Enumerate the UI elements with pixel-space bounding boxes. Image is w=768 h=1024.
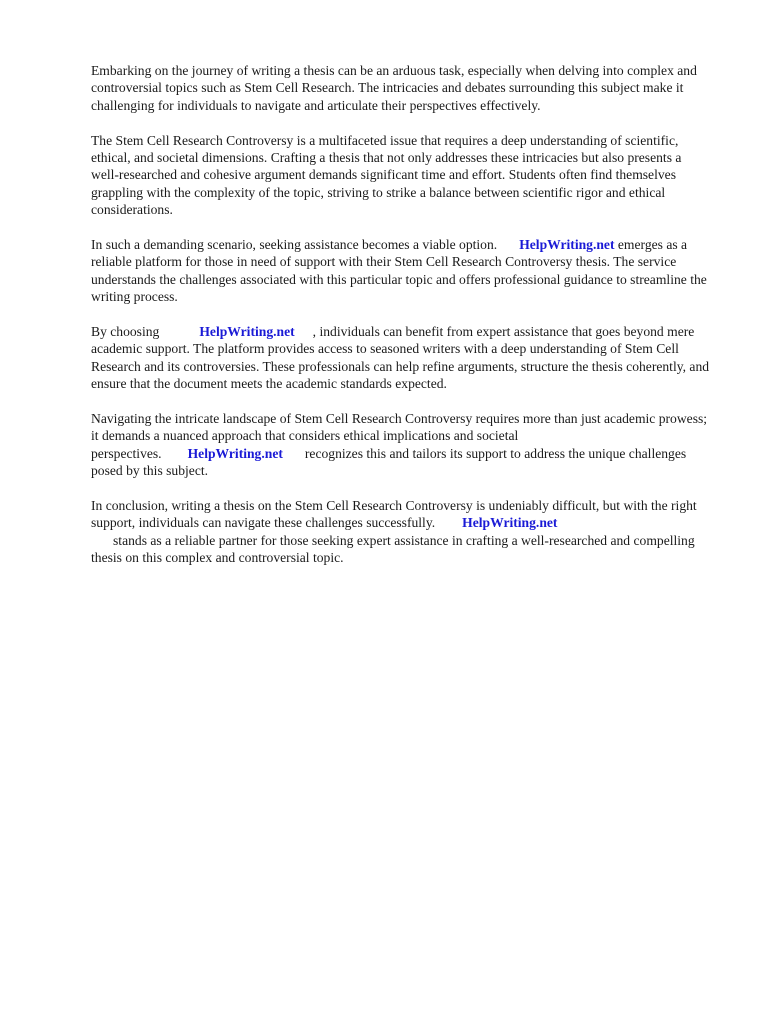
helpwriting-link[interactable]: HelpWriting.net [462,515,558,531]
helpwriting-link[interactable]: HelpWriting.net [519,237,615,253]
paragraph-assistance [91,236,711,306]
paragraph-controversy [91,132,711,219]
helpwriting-link[interactable]: HelpWriting.net [199,324,295,340]
paragraph-choosing [91,323,711,393]
paragraph-navigating-text-before: Navigating the intricate landscape of Stem Cell Research Controversy requires more than just academic prowess; it demands a nuanced approach that considers ethical implications and societal perspectives. [91,411,708,461]
paragraph-conclusion [91,497,711,567]
helpwriting-link[interactable]: HelpWriting.net [187,445,283,461]
paragraph-navigating-text-after: recognizes this and tailors its support to address the unique challenges posed by this subject. [91,445,687,479]
document-body [91,62,711,567]
paragraph-assistance-text-before: In such a demanding scenario, seeking assistance becomes a viable option. [91,237,498,253]
paragraph-intro-text: Embarking on the journey of writing a thesis can be an arduous task, especially when delving into complex and controversial topics such as Stem Cell Research. The intricacies and debates surrounding this subject make it challenging for individuals to navigate and articulate their perspectives effectively. [91,63,697,113]
paragraph-intro [91,62,711,114]
paragraph-conclusion-text-after: stands as a reliable partner for those seeking expert assistance in crafting a well-researched and compelling thesis on this complex and controversial topic. [91,532,695,566]
paragraph-assistance-text-after: emerges as a reliable platform for those in need of support with their Stem Cell Research Controversy thesis. The service understands the challenges associated with this particular topic and offers professional guidance to streamline the writing process. [91,237,707,305]
paragraph-conclusion-text-before: In conclusion, writing a thesis on the Stem Cell Research Controversy is undeniably difficult, but with the right support, individuals can navigate these challenges successfully. [91,498,697,531]
paragraph-navigating [91,410,711,480]
paragraph-choosing-text-before: By choosing [91,324,160,340]
paragraph-controversy-text: The Stem Cell Research Controversy is a multifaceted issue that requires a deep understanding of scientific, ethical, and societal dimensions. Crafting a thesis that not only addresses these intricacies but also presents a well-researched and cohesive argument demands significant time and effort. Students often find themselves grappling with the complexity of the topic, striving to strike a balance between scientific rigor and ethical considerations. [91,132,682,218]
paragraph-choosing-text-after: , individuals can benefit from expert assistance that goes beyond mere academic support. The platform provides access to seasoned writers with a deep understanding of Stem Cell Research and its controversies. These professionals can help refine arguments, structure the thesis coherently, and ensure that the document meets the academic standards expected. [91,324,710,392]
